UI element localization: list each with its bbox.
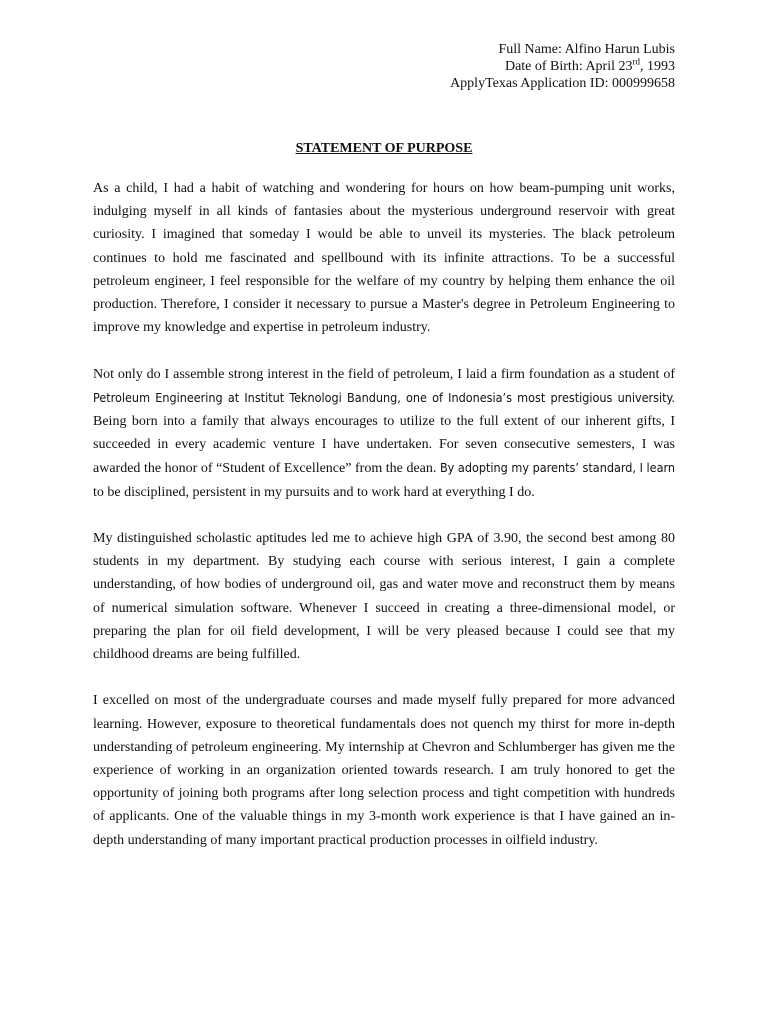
dob-year: , 1993 xyxy=(640,59,675,74)
statement-body xyxy=(93,177,675,875)
date-of-birth xyxy=(450,58,675,75)
dob-suffix: rd xyxy=(632,56,640,67)
paragraph-2-part-c: Being born into a family that always encourages to utilize to the full extent of our inherent gifts, I succeeded in every academic venture I have undertaken. For seven consecutive semesters, I was awarded the honor of “Student of Excellence” from the dean. xyxy=(93,414,675,477)
paragraph-2-standard: By adopting my parents’ standard, I learn xyxy=(439,460,676,476)
paragraph-2-part-a: Not only do I assemble strong interest in the field of petroleum, I laid a firm foundation as a student of xyxy=(93,366,675,382)
full-name: Full Name: Alfino Harun Lubis xyxy=(498,42,675,57)
paragraph-2 xyxy=(93,363,675,504)
paragraph-1: As a child, I had a habit of watching and wondering for hours on how beam-pumping unit works, indulging myself in all kinds of fantasies about the mysterious underground reservoir with great curiosity. I imagined that someday I would be able to unveil its mysteries. The black petroleum continues to hold me fascinated and spellbound with its infinite attractions. To be a successful petroleum engineer, I feel responsible for the welfare of my country by helping them enhance the oil production. Therefore, I consider it necessary to pursue a Master's degree in Petroleum Engineering to improve my knowledge and expertise in petroleum industry. xyxy=(93,181,675,336)
dob-prefix: Date of Birth: April 23 xyxy=(504,59,633,74)
paragraph-3: My distinguished scholastic aptitudes led me to achieve high GPA of 3.90, the second best among 80 students in my department. By studying each course with serious interest, I gain a complete understanding, of how bodies of underground oil, gas and water move and reconstruct them by means of numerical simulation software. Whenever I succeed in creating a three-dimensional model, or preparing the plan for oil field development, I will be very pleased because I could see that my childhood dreams are being fulfilled. xyxy=(93,531,675,663)
application-id: ApplyTexas Application ID: 000999658 xyxy=(450,76,675,91)
paragraph-2-part-e: to be disciplined, persistent in my pursuits and to work hard at everything I do. xyxy=(93,484,535,500)
paragraph-4: I excelled on most of the undergraduate courses and made myself fully prepared for more advanced learning. However, exposure to theoretical fundamentals does not quench my thirst for more in-depth understanding of petroleum engineering. My internship at Chevron and Schlumberger has given me the experience of working in an organization oriented towards research. I am truly honored to get the opportunity of joining both programs after long selection process and tight competition with hundreds of applicants. One of the valuable things in my 3-month work experience is that I have gained an in-depth understanding of many important practical production processes in oilfield industry. xyxy=(93,693,675,848)
document-title: STATEMENT OF PURPOSE xyxy=(295,141,473,156)
paragraph-2-university: Petroleum Engineering at Institut Teknologi Bandung, one of Indonesia’s most prestigious university. xyxy=(93,389,675,405)
applicant-header xyxy=(450,41,675,92)
